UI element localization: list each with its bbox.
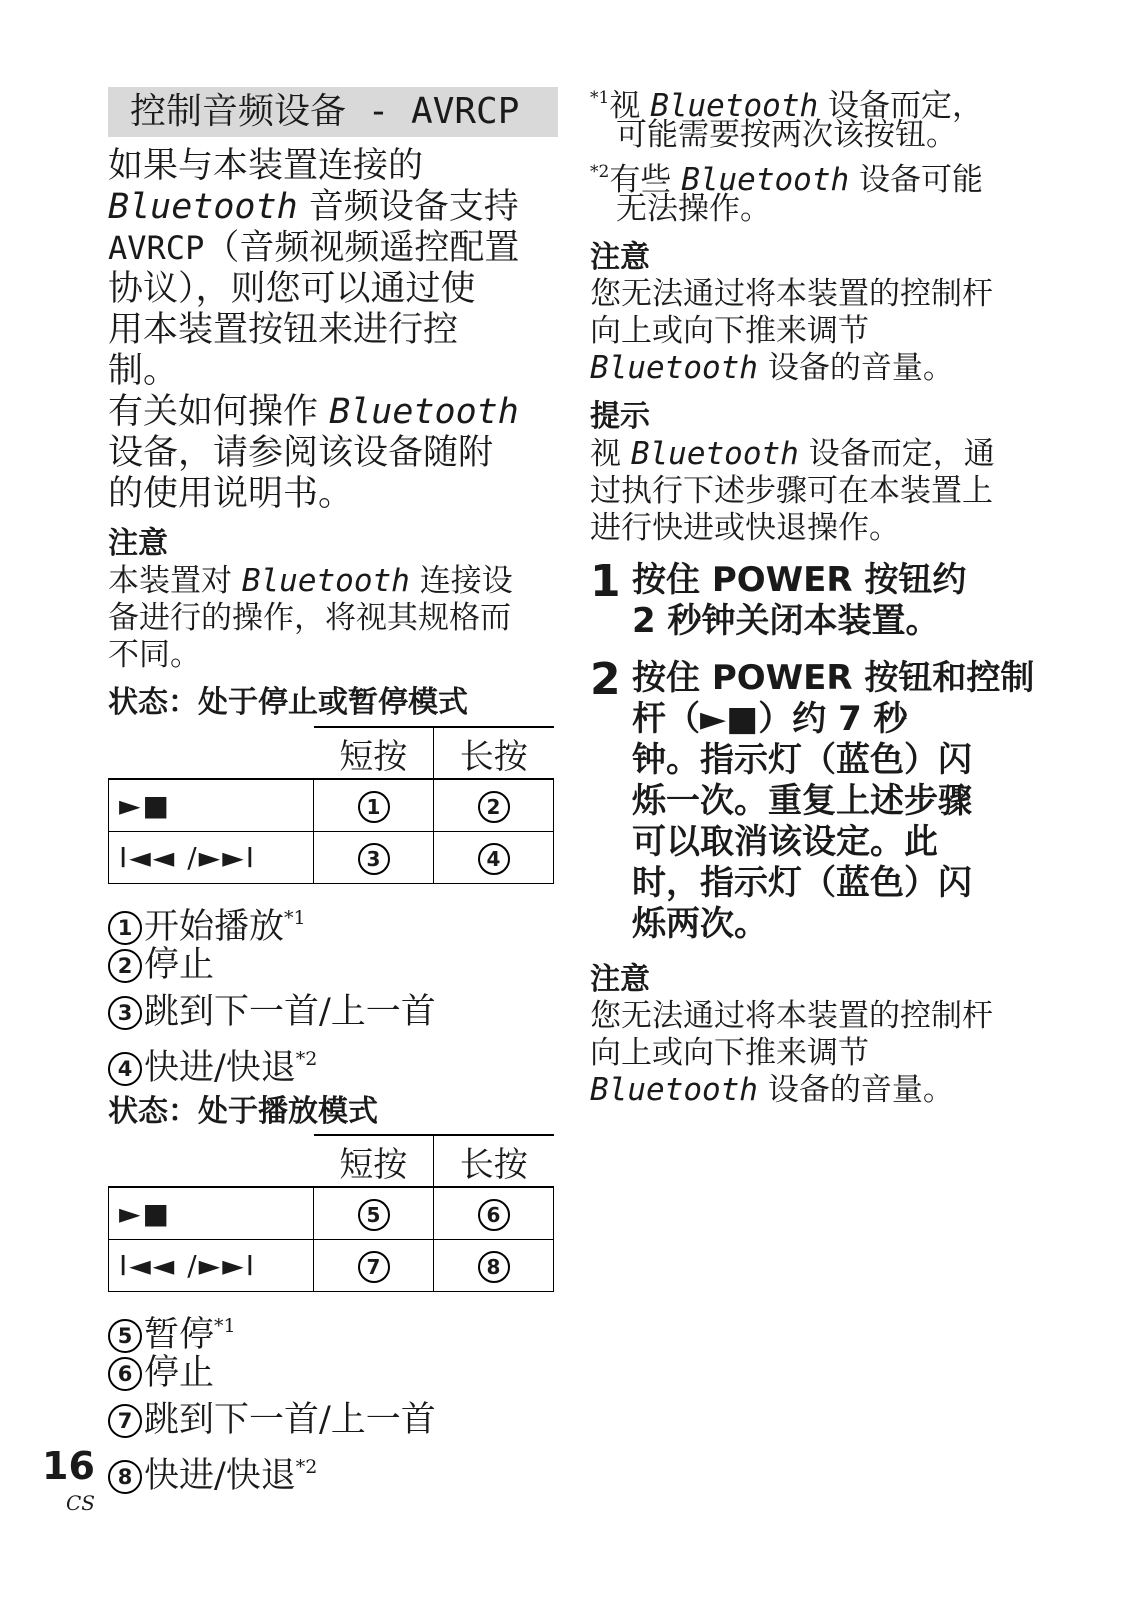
legend-text: 停止 <box>144 945 215 985</box>
circled-number: 4 <box>478 843 510 875</box>
table-row <box>109 1187 554 1239</box>
circled-number: 6 <box>108 1357 142 1391</box>
bluetooth-term: Bluetooth <box>650 88 819 124</box>
footnote-text: 设备而定， <box>818 88 984 124</box>
intro-line-3 <box>108 228 519 269</box>
legend-text: 快进/快退 <box>144 1048 296 1088</box>
footnote-2-cont: 无法操作。 <box>616 191 771 227</box>
col-short-press: 短按 <box>314 1135 434 1187</box>
intro-line-6: 制。 <box>108 351 179 391</box>
circled-number: 7 <box>108 1404 142 1438</box>
circled-number: 2 <box>478 791 510 823</box>
bluetooth-term: Bluetooth <box>329 392 519 432</box>
play-pause-icon: ►■ <box>119 788 171 822</box>
note3-line-3 <box>590 1072 954 1109</box>
avrcp-term: AVRCP <box>108 229 205 267</box>
legend-text: 暂停 <box>144 1315 215 1355</box>
note1-text: 本装置对 <box>108 563 242 599</box>
skip-prev-next-icon: I◄◄ /►►I <box>119 1248 256 1282</box>
intro-line-2-text: 音频设备支持 <box>297 187 519 227</box>
bluetooth-term: Bluetooth <box>241 563 410 599</box>
footnote-1-cont: 可能需要按两次该按钮。 <box>616 117 957 153</box>
legend-text: 跳到下一首/上一首 <box>144 992 436 1032</box>
circled-number: 8 <box>478 1251 510 1283</box>
page-number: 16 <box>42 1444 95 1488</box>
legend-item <box>108 1039 317 1089</box>
step-1 <box>590 556 1040 644</box>
hint-text: 视 <box>590 436 631 472</box>
hint-line-3: 进行快进或快退操作。 <box>590 510 900 546</box>
intro-line-2 <box>108 187 519 228</box>
state2-heading: 状态：处于播放模式 <box>108 1094 378 1129</box>
note1-line-2: 备进行的操作，将视其规格而 <box>108 600 511 636</box>
state1-table <box>108 726 554 884</box>
circled-number: 3 <box>358 843 390 875</box>
legend-text: 停止 <box>144 1353 215 1393</box>
note3-line-2: 向上或向下推来调节 <box>590 1035 869 1071</box>
footnote-text: 有些 <box>609 162 682 198</box>
intro-line-7 <box>108 392 519 433</box>
table-header-blank <box>109 1135 314 1187</box>
legend-item <box>108 1400 436 1441</box>
step-number: 2 <box>590 654 621 705</box>
hint-line-1 <box>590 436 995 473</box>
intro-line-8: 设备，请参阅该设备随附 <box>108 433 494 473</box>
circled-number: 1 <box>358 791 390 823</box>
intro-line-9: 的使用说明书。 <box>108 474 354 514</box>
intro-line-3-text: （音频视频遥控配置 <box>204 228 520 268</box>
circled-number: 7 <box>358 1251 390 1283</box>
bluetooth-term: Bluetooth <box>108 187 298 227</box>
bluetooth-term: Bluetooth <box>590 350 758 386</box>
footnote-mark: *1 <box>590 88 610 108</box>
col-long-press: 长按 <box>434 1135 554 1187</box>
intro-line-5: 用本装置按钮来进行控 <box>108 310 459 350</box>
col-short-press: 短按 <box>314 727 434 779</box>
note-heading: 注意 <box>590 240 650 275</box>
legend-text: 开始播放 <box>144 907 285 947</box>
step-number: 1 <box>590 556 621 607</box>
legend-text: 快进/快退 <box>144 1456 296 1496</box>
circled-number: 5 <box>108 1319 142 1353</box>
circled-number: 2 <box>108 949 142 983</box>
footnote-text: 设备可能 <box>849 162 984 198</box>
step-text: 按住 POWER 按钮和控制 杆（►■）约 7 秒 钟。指示灯（蓝色）闪 烁一次。重复上述步骤 可以取消该设定。此 时，指示灯（蓝色）闪 烁两次。 <box>632 658 1035 944</box>
bluetooth-term: Bluetooth <box>590 1072 758 1108</box>
legend-item <box>108 1447 317 1497</box>
footnote-ref: *1 <box>214 1315 236 1337</box>
note2-text: 设备的音量。 <box>757 350 954 386</box>
state1-heading: 状态：处于停止或暂停模式 <box>108 685 468 720</box>
section-title: 控制音频设备 - AVRCP <box>108 87 558 137</box>
note2-line-3 <box>590 350 954 387</box>
footnote-mark: *2 <box>590 162 610 182</box>
table-header-blank <box>109 727 314 779</box>
table-row <box>109 1239 554 1291</box>
legend-text: 跳到下一首/上一首 <box>144 1400 436 1440</box>
note-heading: 注意 <box>590 962 650 997</box>
step-2 <box>590 654 1040 948</box>
skip-prev-next-icon: I◄◄ /►►I <box>119 840 256 874</box>
note1-text: 连接设 <box>409 563 513 599</box>
step-text: 按住 POWER 按钮约 2 秒钟关闭本装置。 <box>632 560 967 641</box>
intro-line-4: 协议），则您可以通过使 <box>108 269 476 309</box>
note2-line-1: 您无法通过将本装置的控制杆 <box>590 276 993 312</box>
note-heading: 注意 <box>108 526 168 561</box>
note3-line-1: 您无法通过将本装置的控制杆 <box>590 998 993 1034</box>
col-long-press: 长按 <box>434 727 554 779</box>
intro-line-7-text: 有关如何操作 <box>108 392 330 432</box>
intro-line-1: 如果与本装置连接的 <box>108 146 424 186</box>
note3-text: 设备的音量。 <box>757 1072 954 1108</box>
note1-line-3: 不同。 <box>108 637 201 673</box>
circled-number: 6 <box>478 1199 510 1231</box>
footnote-text: 视 <box>609 88 651 124</box>
legend-item <box>108 945 214 986</box>
play-pause-icon: ►■ <box>119 1196 171 1230</box>
bluetooth-term: Bluetooth <box>681 162 850 198</box>
circled-number: 4 <box>108 1052 142 1086</box>
legend-item <box>108 1353 214 1394</box>
footnote-ref: *2 <box>295 1456 318 1478</box>
legend-item <box>108 1306 236 1356</box>
circled-number: 1 <box>108 911 142 945</box>
hint-text: 设备而定，通 <box>798 436 995 472</box>
circled-number: 5 <box>358 1199 390 1231</box>
legend-item <box>108 992 436 1033</box>
table-row <box>109 779 554 831</box>
legend-item <box>108 898 306 948</box>
bluetooth-term: Bluetooth <box>630 436 799 472</box>
note1-line-1 <box>108 563 513 600</box>
page-language: CS <box>66 1491 96 1515</box>
footnote-ref: *1 <box>284 907 306 929</box>
table-row <box>109 831 554 883</box>
hint-line-2: 过执行下述步骤可在本装置上 <box>590 473 993 509</box>
circled-number: 3 <box>108 996 142 1030</box>
state2-table <box>108 1134 554 1292</box>
hint-heading: 提示 <box>590 399 650 434</box>
footnote-ref: *2 <box>295 1048 318 1070</box>
circled-number: 8 <box>108 1460 142 1494</box>
note2-line-2: 向上或向下推来调节 <box>590 313 869 349</box>
